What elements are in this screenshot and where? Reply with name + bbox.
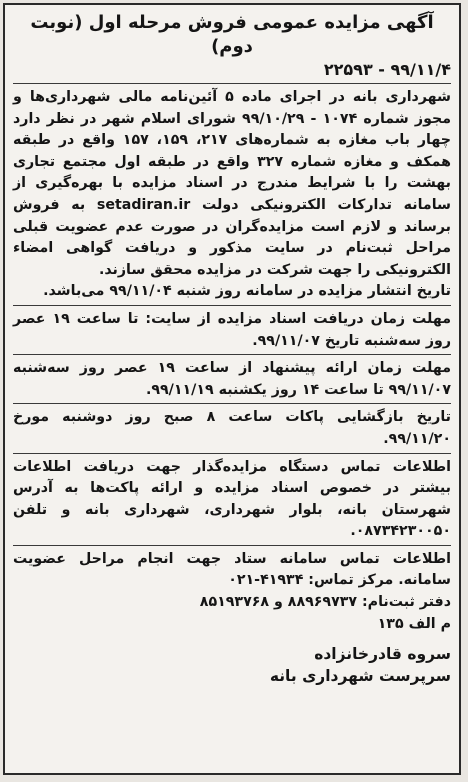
opening-date: تاریخ بازگشایی پاکات ساعت ۸ صبح روز دوشنبه مورخ ۹۹/۱۱/۲۰. xyxy=(13,409,451,447)
signer-title: سرپرست شهرداری بانه xyxy=(269,667,451,686)
signature-block xyxy=(13,643,451,687)
divider xyxy=(13,305,451,306)
notice-code: م الف ۱۳۵ xyxy=(377,615,451,632)
registry-office: دفتر ثبت‌نام: ۸۸۹۶۹۷۳۷ و ۸۵۱۹۳۷۶۸ xyxy=(199,594,451,611)
signer-name: سروه قادرخانزاده xyxy=(314,645,451,664)
document-deadline: مهلت زمان دریافت اسناد مزایده از سایت: تا ساعت ۱۹ عصر روز سه‌شنبه تاریخ ۹۹/۱۱/۰۷. xyxy=(13,310,451,349)
tender-notice xyxy=(3,3,461,775)
contact-setad: اطلاعات تماس سامانه ستاد جهت انجام مراحل عضویت سامانه. مرکز تماس: ۴۱۹۳۴-۰۲۱ xyxy=(13,550,451,589)
publish-date: تاریخ انتشار مزایده در سامانه روز شنبه ۹۹/۱۱/۰۴ می‌باشد. xyxy=(43,283,451,300)
notice-reference: ۹۹/۱۱/۴ - ۲۲۵۹۳ xyxy=(323,60,451,79)
divider xyxy=(13,83,451,84)
divider xyxy=(13,354,451,355)
contact-organization: اطلاعات تماس دستگاه مزایده‌گذار جهت دریافت اطلاعات بیشتر در خصوص اسناد مزایده و ارائه پاکت‌ها به آدرس شهرستان بانه، بلوار شهرداری، شهرداری بانه و تلفن ۰۸۷۳۴۲۳۰۰۵۰. xyxy=(13,458,451,540)
bid-deadline: مهلت زمان ارائه پیشنهاد از ساعت ۱۹ عصر روز سه‌شنبه ۹۹/۱۱/۰۷ تا ساعت ۱۴ روز یکشنبه ۹۹/۱۱/۱۹. xyxy=(13,360,451,398)
divider xyxy=(13,545,451,546)
notice-body-main: شهرداری بانه در اجرای ماده ۵ آئین‌نامه مالی شهرداری‌ها و مجوز شماره ۱۰۷۴ - ۹۹/۱۰/۲۹ شورای اسلام شهر در نظر دارد چهار باب مغازه به شماره‌های ۲۱۷، ۱۵۹، ۱۵۷ واقع در طبقه همکف و مغازه شماره ۳۲۷ واقع در طبقه اول مجتمع تجاری بهشت را با شرایط مندرج در اسناد مزایده با بهره‌گیری از سامانه تدارکات الکترونیکی دولت setadiran.ir به فروش برساند و لازم است مزایده‌گران در صورت عدم عضویت قبلی مراحل ثبت‌نام در سایت مذکور و دریافت گواهی امضاء الکترونیکی را جهت شرکت در مزایده محقق سازند. xyxy=(13,89,451,278)
notice-title: آگهی مزایده عمومی فروش مرحله اول (نوبت دوم) xyxy=(30,12,434,57)
divider xyxy=(13,453,451,454)
divider xyxy=(13,403,451,404)
